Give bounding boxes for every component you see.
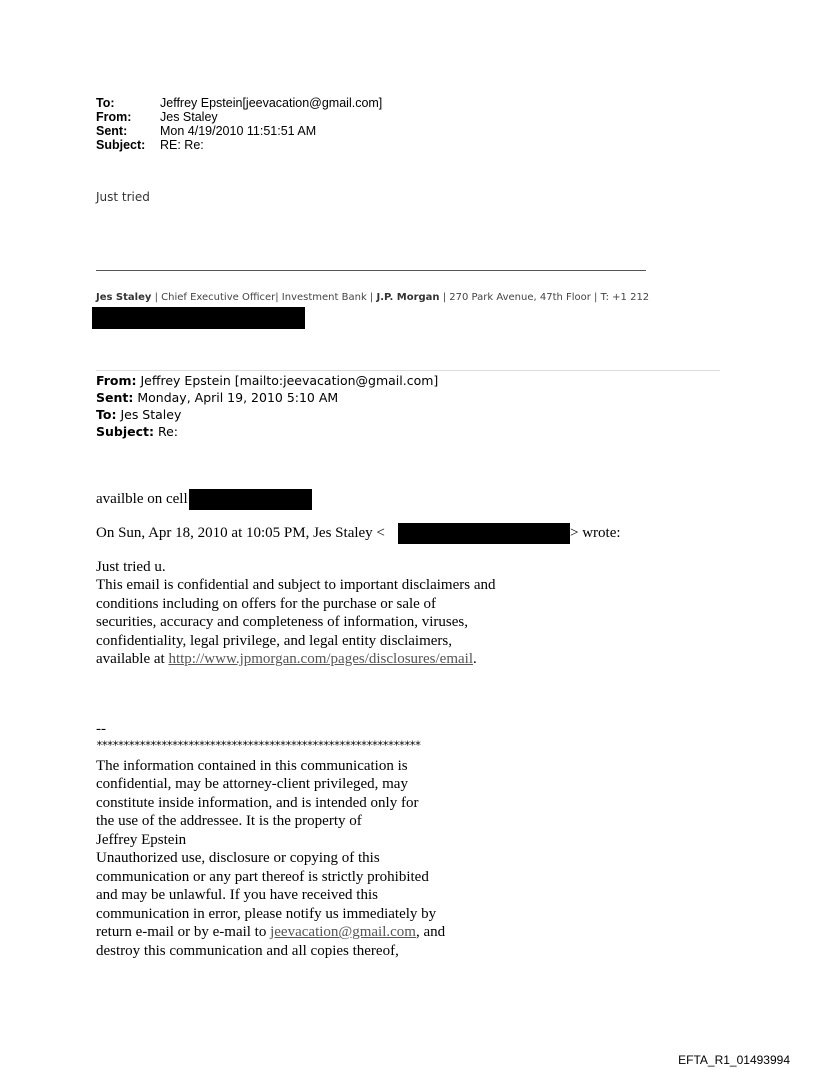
availble-line: availble on cell [96, 491, 188, 507]
footer-line: constitute inside information, and is intended only for [96, 795, 419, 811]
signature-company: J.P. Morgan [376, 292, 440, 303]
sent-label: Sent: [96, 124, 128, 138]
disclaimer-line: securities, accuracy and completeness of information, viruses, [96, 614, 468, 630]
signature-line [96, 292, 649, 303]
from-value: Jes Staley [160, 110, 218, 124]
sent-value: Mon 4/19/2010 11:51:51 AM [160, 124, 317, 138]
return-prefix: return e-mail or by e-mail to [96, 924, 271, 940]
footer-line: the use of the addressee. It is the property of [96, 813, 362, 829]
on-sun-line [96, 524, 385, 543]
fwd-to-line [96, 406, 181, 423]
period-text: . [473, 651, 477, 667]
footer-line: confidential, may be attorney-client privileged, may [96, 776, 408, 792]
fwd-sent-value: Monday, April 19, 2010 5:10 AM [137, 390, 339, 405]
fwd-from-line [96, 372, 438, 389]
fwd-sent-label: Sent: [96, 390, 134, 405]
signature-title: | Chief Executive Officer| Investment Bank | [151, 292, 377, 303]
redaction-box [189, 489, 312, 510]
fwd-to-value: Jes Staley [120, 407, 182, 422]
redaction-box [92, 307, 305, 329]
signature-name: Jes Staley [96, 292, 152, 303]
footer-line: communication or any part thereof is strictly prohibited [96, 869, 429, 885]
on-sun-prefix: On Sun, Apr 18, 2010 at 10:05 PM, Jes Staley < [96, 525, 385, 541]
footer-line: Jeffrey Epstein [96, 832, 187, 848]
disclaimer-line: conditions including on offers for the purchase or sale of [96, 596, 437, 612]
footer-line: and may be unlawful. If you have received this [96, 887, 378, 903]
available-at-line [96, 650, 477, 669]
dash-separator: -- [96, 721, 106, 737]
jpmorgan-disclosure-link[interactable]: http://www.jpmorgan.com/pages/disclosures/email [168, 651, 474, 667]
fwd-subject-label: Subject: [96, 424, 154, 439]
to-label: To: [96, 96, 115, 110]
fwd-to-label: To: [96, 407, 117, 422]
document-id: EFTA_R1_01493994 [678, 1053, 790, 1067]
forward-divider [96, 370, 720, 371]
signature-address: | 270 Park Avenue, 47th Floor | T: +1 212 [439, 292, 650, 303]
footer-last-line: destroy this communication and all copies thereof, [96, 943, 399, 959]
fwd-sent-line [96, 389, 338, 406]
on-sun-suffix: > wrote: [570, 525, 621, 541]
redaction-box [398, 523, 570, 544]
return-suffix: , and [415, 924, 446, 940]
from-label: From: [96, 110, 132, 124]
reply-body: Just tried [96, 190, 150, 204]
fwd-from-label: From: [96, 373, 137, 388]
to-value: Jeffrey Epstein[jeevacation@gmail.com] [160, 96, 383, 110]
star-separator: ************************************************************ [96, 739, 421, 752]
disclaimer-line: This email is confidential and subject to important disclaimers and [96, 577, 496, 593]
fwd-from-value: Jeffrey Epstein [mailto:jeevacation@gmail.com] [140, 373, 439, 388]
return-email-line [96, 923, 445, 942]
disclaimer-line: confidentiality, legal privilege, and legal entity disclaimers, [96, 633, 452, 649]
subject-value: RE: Re: [160, 138, 204, 152]
fwd-subject-value: Re: [157, 424, 179, 439]
available-at-text: available at [96, 651, 169, 667]
disclaimer-line: Just tried u. [96, 559, 166, 575]
signature-divider [96, 270, 646, 271]
subject-label: Subject: [96, 138, 146, 152]
footer-line: communication in error, please notify us immediately by [96, 906, 437, 922]
fwd-subject-line [96, 423, 178, 440]
email-link[interactable]: jeevacation@gmail.com [270, 924, 416, 940]
footer-line: The information contained in this communication is [96, 758, 408, 774]
footer-line: Unauthorized use, disclosure or copying of this [96, 850, 380, 866]
